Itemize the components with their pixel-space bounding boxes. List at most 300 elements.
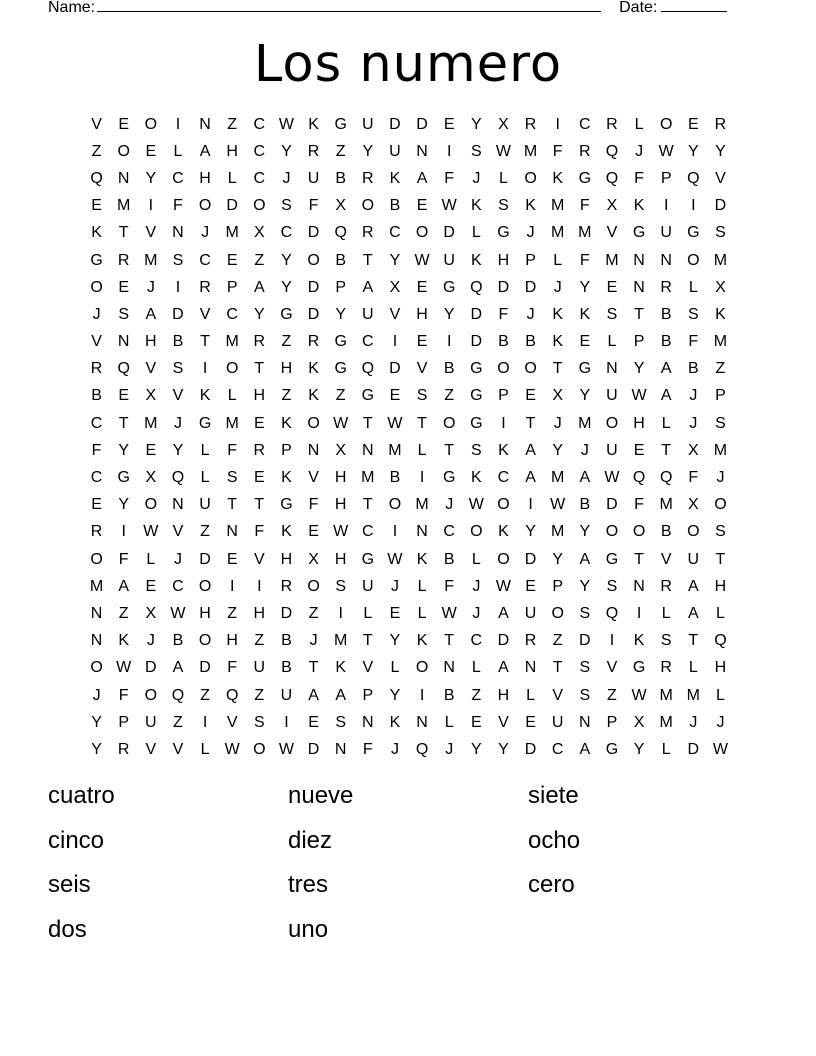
grid-letter: H (334, 496, 347, 514)
grid-letter: W (604, 469, 620, 487)
grid-letter: V (199, 305, 211, 323)
grid-letter: S (715, 224, 726, 242)
grid-letter: L (661, 414, 671, 432)
grid-letter: S (470, 441, 482, 459)
grid-letter: M (415, 496, 429, 514)
grid-letter: C (389, 224, 401, 242)
grid-letter: T (552, 360, 563, 378)
grid-letter: I (148, 197, 154, 215)
grid-letter: W (143, 523, 159, 541)
grid-letter: H (253, 387, 266, 405)
grid-letter: R (90, 523, 103, 541)
grid-letter: Q (117, 360, 130, 378)
grid-letter: O (442, 414, 456, 432)
grid-letter: H (199, 604, 211, 622)
grid-letter: N (90, 604, 103, 622)
grid-letter: R (714, 115, 727, 133)
grid-letter: B (660, 305, 672, 323)
grid-letter: T (634, 305, 644, 323)
grid-letter: Q (687, 169, 700, 187)
grid-letter: T (417, 414, 427, 432)
grid-letter: D (497, 278, 510, 296)
grid-letter: W (224, 740, 240, 758)
grid-letter: M (551, 469, 565, 487)
grid-letter: M (578, 224, 592, 242)
grid-letter: I (202, 360, 208, 378)
grid-letter: L (444, 713, 454, 731)
grid-letter: Y (172, 441, 184, 459)
grid-letter: G (470, 387, 483, 405)
date-blank-line (661, 0, 727, 12)
grid-letter: X (606, 197, 618, 215)
grid-letter: B (443, 550, 455, 568)
grid-letter: Z (91, 142, 102, 160)
grid-row (83, 220, 734, 247)
grid-letter: P (118, 713, 130, 731)
grid-letter: K (308, 387, 319, 405)
grid-letter: S (172, 360, 184, 378)
word-bank-item: uno (288, 915, 329, 943)
grid-letter: D (199, 659, 211, 677)
grid-letter: M (605, 251, 619, 269)
grid-letter: Z (254, 251, 265, 269)
grid-letter: Y (470, 115, 482, 133)
grid-letter: I (257, 577, 262, 595)
grid-letter: V (389, 305, 401, 323)
grid-letter: Y (118, 496, 130, 514)
grid-letter: X (687, 496, 699, 514)
grid-letter: W (414, 251, 430, 269)
grid-letter: G (578, 360, 592, 378)
grid-letter: V (145, 740, 157, 758)
grid-letter: R (117, 251, 130, 269)
grid-letter: U (443, 251, 455, 269)
grid-letter: U (524, 604, 537, 622)
grid-letter: Z (281, 387, 292, 405)
grid-letter: Q (632, 469, 646, 487)
grid-letter: V (715, 169, 726, 187)
grid-letter: M (713, 333, 728, 351)
grid-letter: R (90, 360, 103, 378)
grid-letter: U (551, 713, 564, 731)
grid-letter: O (415, 224, 429, 242)
grid-letter: O (605, 523, 619, 541)
grid-letter: U (362, 115, 374, 133)
grid-letter: N (117, 169, 130, 187)
grid-letter: N (524, 659, 537, 677)
grid-letter: A (579, 550, 591, 568)
grid-letter: H (497, 251, 510, 269)
grid-letter: L (471, 224, 481, 242)
grid-letter: O (524, 360, 537, 378)
grid-letter: Z (227, 115, 238, 133)
grid-letter: I (691, 197, 696, 215)
grid-letter: Q (90, 169, 103, 187)
grid-letter: Z (715, 360, 726, 378)
grid-letter: P (335, 278, 347, 296)
grid-letter: Z (200, 523, 210, 541)
grid-letter: T (552, 659, 563, 677)
grid-letter: R (280, 577, 293, 595)
grid-letter: E (416, 197, 428, 215)
grid-letter: J (689, 387, 698, 405)
grid-letter: M (225, 224, 239, 242)
grid-letter: T (254, 360, 265, 378)
grid-letter: P (281, 441, 292, 459)
grid-letter: O (687, 251, 700, 269)
grid-letter: C (253, 142, 266, 160)
grid-letter: K (470, 469, 482, 487)
grid-letter: M (225, 333, 239, 351)
grid-letter: L (146, 550, 156, 568)
grid-letter: Q (171, 686, 185, 704)
grid-letter: K (308, 360, 319, 378)
grid-letter: Y (389, 632, 401, 650)
grid-letter: M (686, 686, 700, 704)
grid-letter: J (390, 577, 399, 595)
grid-letter: Z (444, 387, 455, 405)
grid-letter: D (714, 197, 727, 215)
grid-letter: L (715, 686, 725, 704)
grid-letter: W (278, 740, 294, 758)
grid-letter: I (555, 115, 560, 133)
grid-letter: D (389, 360, 401, 378)
grid-letter: J (472, 577, 481, 595)
grid-letter: F (118, 550, 129, 568)
grid-letter: S (715, 414, 726, 432)
grid-row (83, 111, 734, 138)
word-bank-item: siete (528, 782, 579, 809)
grid-letter: O (307, 577, 320, 595)
grid-letter: X (389, 278, 401, 296)
grid-letter: T (200, 333, 210, 351)
grid-letter: Z (227, 604, 238, 622)
grid-letter: S (715, 523, 726, 541)
grid-letter: E (525, 387, 536, 405)
grid-letter: D (524, 550, 537, 568)
grid-letter: M (144, 251, 158, 269)
grid-letter: N (443, 659, 455, 677)
grid-letter: Y (362, 142, 374, 160)
grid-row (83, 682, 734, 709)
grid-letter: O (605, 414, 619, 432)
grid-letter: L (526, 686, 536, 704)
grid-letter: X (552, 387, 564, 405)
grid-letter: Q (334, 224, 347, 242)
grid-letter: H (714, 659, 727, 677)
grid-letter: H (199, 169, 211, 187)
grid-letter: V (226, 713, 238, 731)
grid-letter: L (417, 604, 427, 622)
grid-letter: J (526, 224, 535, 242)
grid-row (83, 736, 734, 763)
grid-row (83, 492, 734, 519)
grid-letter: T (118, 414, 129, 432)
grid-letter: L (200, 740, 210, 758)
grid-letter: N (416, 142, 428, 160)
grid-letter: Z (335, 142, 346, 160)
grid-letter: A (118, 577, 130, 595)
grid-letter: O (388, 496, 402, 514)
grid-letter: Y (389, 251, 401, 269)
grid-letter: I (338, 604, 343, 622)
grid-letter: E (118, 387, 130, 405)
grid-letter: V (172, 740, 184, 758)
grid-row (83, 301, 734, 328)
grid-letter: G (632, 659, 646, 677)
grid-letter: D (416, 115, 428, 133)
grid-letter: G (198, 414, 212, 432)
grid-letter: O (90, 550, 103, 568)
grid-letter: O (144, 686, 158, 704)
grid-letter: L (688, 278, 698, 296)
grid-letter: J (580, 441, 589, 459)
grid-letter: O (307, 251, 320, 269)
grid-letter: P (226, 278, 238, 296)
grid-letter: J (472, 169, 481, 187)
grid-letter: M (361, 469, 375, 487)
grid-letter: Q (171, 469, 185, 487)
grid-letter: L (417, 577, 427, 595)
grid-letter: L (417, 441, 427, 459)
grid-letter: E (389, 387, 401, 405)
grid-letter: K (281, 414, 292, 432)
grid-row (83, 383, 734, 410)
grid-letter: O (117, 142, 130, 160)
grid-letter: Y (443, 305, 455, 323)
grid-letter: Y (579, 577, 591, 595)
grid-letter: T (254, 496, 265, 514)
grid-letter: V (91, 115, 102, 133)
grid-letter: C (199, 251, 211, 269)
grid-letter: L (661, 740, 671, 758)
grid-letter: W (631, 387, 647, 405)
grid-letter: Q (605, 142, 619, 160)
grid-letter: B (443, 686, 455, 704)
grid-letter: S (660, 632, 672, 650)
grid-letter: F (227, 659, 238, 677)
grid-letter: Q (415, 740, 429, 758)
grid-letter: W (333, 414, 349, 432)
grid-letter: D (307, 740, 320, 758)
grid-letter: E (253, 469, 265, 487)
grid-letter: V (145, 360, 157, 378)
grid-letter: K (281, 469, 292, 487)
grid-letter: B (281, 659, 292, 677)
grid-letter: K (389, 169, 401, 187)
word-bank-item: cuatro (48, 782, 115, 809)
grid-letter: P (498, 387, 509, 405)
grid-letter: Y (281, 278, 292, 296)
grid-letter: W (550, 496, 566, 514)
grid-letter: D (524, 278, 537, 296)
grid-letter: I (609, 632, 615, 650)
grid-row (83, 628, 734, 655)
grid-letter: H (280, 550, 293, 568)
grid-letter: S (335, 713, 347, 731)
grid-letter: V (606, 659, 618, 677)
grid-letter: S (416, 387, 428, 405)
grid-letter: Y (525, 523, 536, 541)
grid-letter: S (687, 305, 699, 323)
name-blank-line (97, 0, 601, 12)
grid-letter: S (606, 577, 618, 595)
grid-letter: F (688, 469, 699, 487)
grid-letter: G (361, 550, 375, 568)
grid-letter: C (226, 305, 238, 323)
grid-letter: B (91, 387, 102, 405)
grid-letter: K (498, 441, 509, 459)
grid-letter: R (579, 142, 591, 160)
grid-letter: M (523, 142, 538, 160)
grid-letter: O (497, 496, 510, 514)
grid-letter: Z (335, 387, 346, 405)
grid-letter: K (416, 550, 428, 568)
grid-letter: M (144, 414, 158, 432)
grid-letter: S (226, 469, 238, 487)
grid-letter: X (145, 387, 157, 405)
grid-letter: P (633, 333, 645, 351)
grid-letter: I (663, 197, 669, 215)
grid-letter: N (606, 360, 618, 378)
grid-letter: J (689, 414, 698, 432)
grid-letter: H (145, 333, 157, 351)
grid-letter: T (227, 496, 238, 514)
grid-letter: E (443, 115, 455, 133)
grid-letter: D (524, 740, 537, 758)
date-label: Date: (619, 0, 658, 16)
grid-letter: N (362, 713, 374, 731)
grid-letter: N (633, 278, 645, 296)
grid-letter: O (659, 115, 673, 133)
grid-letter: L (390, 659, 400, 677)
grid-letter: A (199, 142, 211, 160)
grid-letter: C (90, 469, 103, 487)
grid-letter: G (442, 278, 456, 296)
grid-letter: V (660, 550, 672, 568)
grid-letter: J (553, 278, 562, 296)
grid-letter: U (687, 550, 700, 568)
grid-letter: H (416, 305, 428, 323)
grid-letter: H (334, 550, 347, 568)
grid-letter: C (90, 414, 103, 432)
grid-letter: G (497, 224, 510, 242)
grid-letter: M (551, 523, 565, 541)
grid-letter: W (170, 604, 186, 622)
grid-letter: I (229, 577, 235, 595)
grid-letter: U (362, 305, 374, 323)
grid-letter: M (578, 414, 592, 432)
grid-letter: W (116, 659, 132, 677)
grid-letter: T (634, 550, 644, 568)
grid-letter: O (198, 632, 212, 650)
grid-letter: G (605, 550, 619, 568)
grid-letter: E (687, 115, 699, 133)
grid-letter: Y (389, 686, 401, 704)
grid-letter: B (335, 169, 347, 187)
grid-letter: U (307, 169, 320, 187)
grid-letter: K (91, 224, 102, 242)
word-bank-item: tres (288, 871, 329, 898)
grid-letter: R (524, 632, 537, 650)
grid-letter: N (362, 441, 374, 459)
grid-letter: N (334, 740, 347, 758)
grid-letter: D (389, 115, 401, 133)
grid-letter: N (416, 713, 428, 731)
grid-letter: E (470, 713, 482, 731)
grid-letter: D (172, 305, 184, 323)
grid-letter: K (525, 197, 536, 215)
grid-letter: R (199, 278, 211, 296)
grid-letter: F (498, 305, 509, 323)
grid-letter: Y (470, 740, 482, 758)
grid-letter: H (226, 632, 238, 650)
grid-letter: A (525, 441, 536, 459)
grid-letter: M (713, 441, 728, 459)
grid-letter: Y (281, 142, 292, 160)
grid-letter: B (172, 333, 184, 351)
grid-letter: L (227, 387, 237, 405)
grid-letter: K (579, 305, 591, 323)
grid-letter: K (498, 523, 509, 541)
grid-letter: D (280, 604, 293, 622)
grid-letter: X (335, 197, 347, 215)
grid-letter: C (443, 523, 455, 541)
grid-letter: S (579, 604, 591, 622)
grid-letter: I (175, 278, 181, 296)
grid-letter: A (687, 577, 699, 595)
grid-letter: Z (173, 713, 183, 731)
grid-letter: E (91, 496, 102, 514)
grid-letter: C (172, 577, 184, 595)
grid-letter: C (551, 740, 564, 758)
grid-letter: J (390, 740, 399, 758)
grid-letter: Q (605, 604, 619, 622)
grid-letter: Y (579, 387, 591, 405)
grid-letter: B (172, 632, 184, 650)
grid-letter: R (362, 169, 374, 187)
grid-letter: X (145, 604, 157, 622)
grid-letter: J (201, 224, 210, 242)
grid-letter: Y (91, 740, 102, 758)
grid-letter: N (307, 441, 320, 459)
grid-letter: Z (254, 686, 265, 704)
grid-letter: J (472, 604, 481, 622)
grid-letter: N (633, 577, 645, 595)
grid-letter: M (334, 632, 348, 650)
grid-letter: O (687, 523, 700, 541)
grid-letter: I (175, 115, 181, 133)
grid-letter: O (632, 523, 646, 541)
grid-letter: S (579, 686, 591, 704)
grid-letter: V (498, 713, 509, 731)
grid-letter: Y (633, 740, 645, 758)
grid-letter: A (660, 387, 672, 405)
grid-letter: U (362, 577, 374, 595)
grid-letter: O (361, 197, 375, 215)
grid-letter: N (660, 251, 672, 269)
grid-letter: T (362, 496, 373, 514)
grid-letter: A (335, 686, 347, 704)
grid-letter: G (117, 469, 130, 487)
grid-letter: O (144, 115, 158, 133)
grid-letter: S (253, 713, 265, 731)
grid-letter: F (444, 577, 455, 595)
grid-letter: P (362, 686, 374, 704)
grid-letter: E (226, 251, 238, 269)
grid-letter: G (687, 224, 700, 242)
grid-letter: E (308, 523, 319, 541)
